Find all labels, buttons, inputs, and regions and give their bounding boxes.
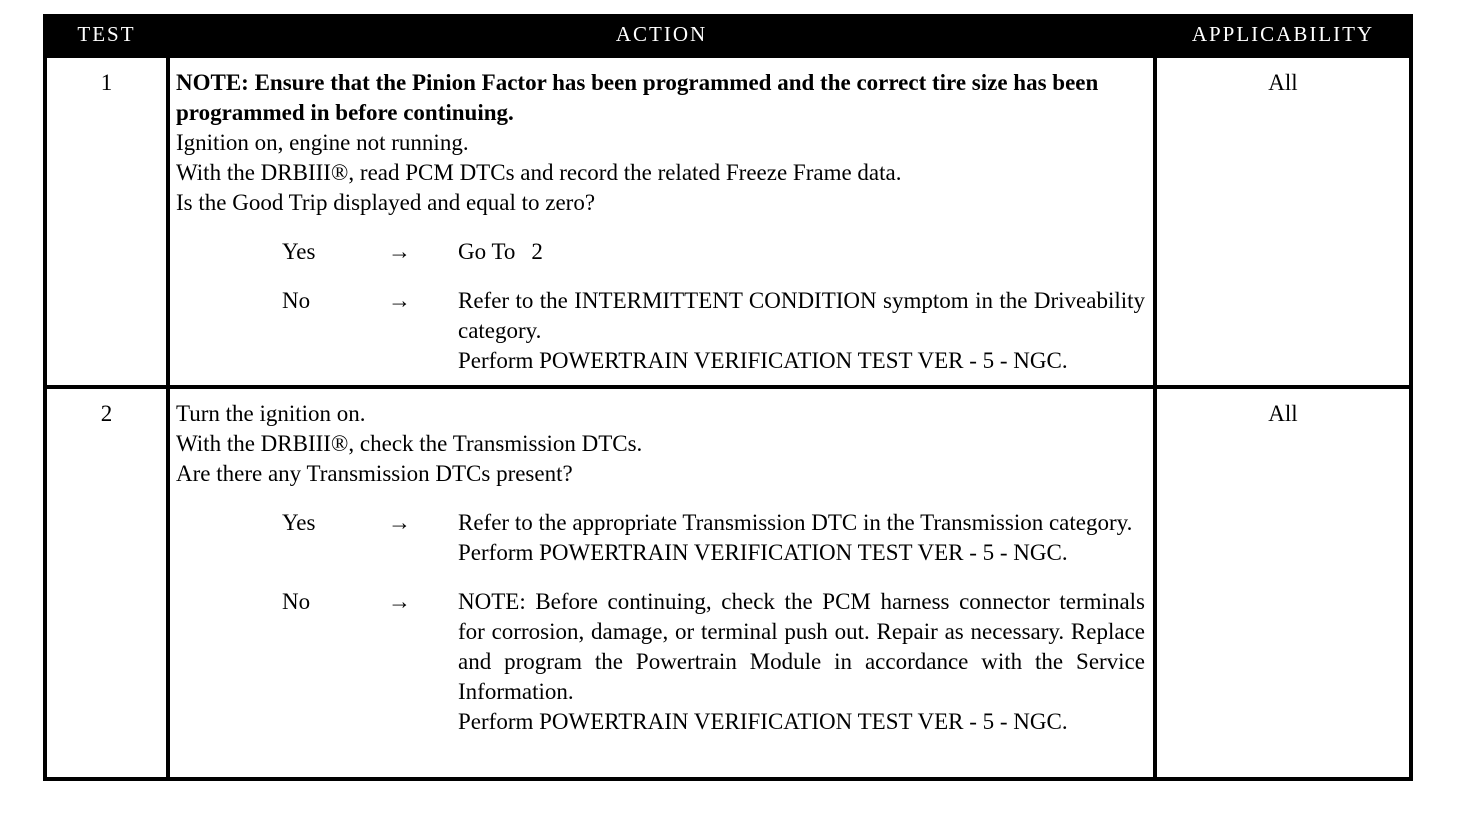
- table-header-row: [45, 14, 1411, 56]
- action-line: Is the Good Trip displayed and equal to zero?: [176, 190, 596, 215]
- branch-no-body: [458, 587, 1147, 737]
- diagnostic-test-table: [43, 14, 1413, 781]
- branch-yes: [176, 237, 1147, 267]
- table-row: [45, 56, 1411, 387]
- header-action: ACTION: [168, 14, 1155, 56]
- arrow-icon: →: [388, 589, 411, 614]
- note-text: NOTE: Ensure that the Pinion Factor has been programmed and the correct tire size has been programmed in before continuing.: [176, 70, 1099, 125]
- branch-yes-body: [458, 237, 1147, 267]
- branch-yes: [176, 508, 1147, 568]
- goto-number: 2: [531, 239, 543, 264]
- action-cell: [168, 56, 1155, 387]
- branch-no: [176, 587, 1147, 737]
- no-label: No: [282, 288, 311, 313]
- branch-text: Refer to the appropriate Transmission DTC in the Transmission category.: [458, 510, 1133, 535]
- branch-no-body: [458, 286, 1147, 376]
- perform-text: Perform POWERTRAIN VERIFICATION TEST VER - 5 - NGC.: [458, 348, 1068, 373]
- branch-no: [176, 286, 1147, 376]
- branch-text: Refer to the INTERMITTENT CONDITION symptom in the Driveability category.: [458, 288, 1145, 343]
- header-test: TEST: [45, 14, 168, 56]
- branch-yes-body: [458, 508, 1147, 568]
- action-line: With the DRBIII®, read PCM DTCs and record the related Freeze Frame data.: [176, 160, 902, 185]
- action-line: Turn the ignition on.: [176, 401, 366, 426]
- action-line: Ignition on, engine not running.: [176, 130, 469, 155]
- table-row: [45, 387, 1411, 779]
- applicability-value: All: [1155, 387, 1411, 779]
- branch-text: NOTE: Before continuing, check the PCM harness connector terminals for corrosion, damage, or terminal push out. Repair as necessary. Replace and program the Powertrain Module in accordance with the Service Information.: [458, 589, 1145, 704]
- perform-text: Perform POWERTRAIN VERIFICATION TEST VER - 5 - NGC.: [458, 709, 1068, 734]
- action-line: Are there any Transmission DTCs present?: [176, 461, 573, 486]
- arrow-icon: →: [388, 510, 411, 535]
- no-label: No: [282, 589, 311, 614]
- yes-label: Yes: [282, 510, 316, 535]
- test-number: 2: [45, 387, 168, 779]
- test-number: 1: [45, 56, 168, 387]
- arrow-icon: →: [388, 239, 411, 264]
- yes-label: Yes: [282, 239, 316, 264]
- perform-text: Perform POWERTRAIN VERIFICATION TEST VER - 5 - NGC.: [458, 540, 1068, 565]
- goto-text: Go To: [458, 239, 516, 264]
- action-line: With the DRBIII®, check the Transmission DTCs.: [176, 431, 643, 456]
- arrow-icon: →: [388, 288, 411, 313]
- action-cell: [168, 387, 1155, 779]
- header-applicability: APPLICABILITY: [1155, 14, 1411, 56]
- applicability-value: All: [1155, 56, 1411, 387]
